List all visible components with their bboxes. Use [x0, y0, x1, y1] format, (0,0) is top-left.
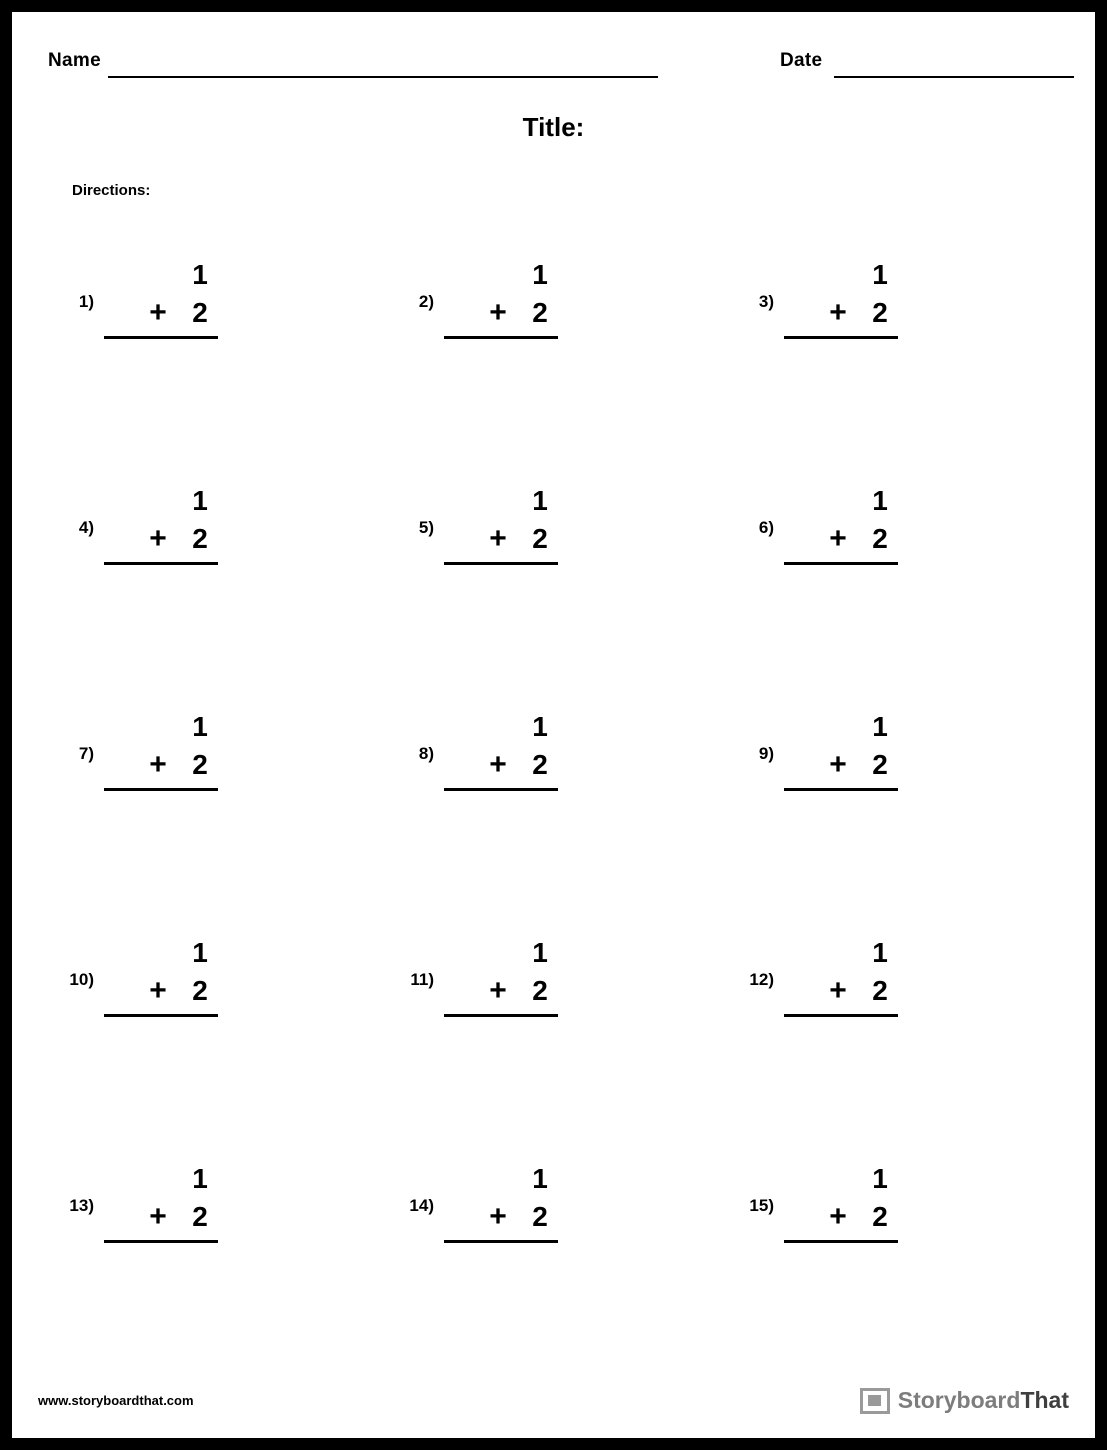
operator-symbol: + [829, 522, 847, 555]
bottom-operand: 2 [872, 523, 888, 554]
problem-stack [784, 482, 902, 565]
top-operand: 1 [872, 1163, 888, 1194]
problem-top-row [104, 1160, 222, 1198]
problem-item [388, 466, 728, 692]
top-operand: 1 [872, 711, 888, 742]
problem-top-row [784, 482, 902, 520]
problem-bottom-row [104, 520, 222, 558]
header-row [12, 50, 1095, 84]
operator-symbol: + [489, 1200, 507, 1233]
bottom-operand: 2 [872, 975, 888, 1006]
answer-line[interactable] [444, 1014, 558, 1017]
top-operand: 1 [192, 937, 208, 968]
answer-line[interactable] [784, 1240, 898, 1243]
problem-number: 8) [418, 744, 434, 763]
brand-text [898, 1387, 1069, 1414]
bottom-operand: 2 [192, 975, 208, 1006]
top-operand: 1 [532, 1163, 548, 1194]
answer-line[interactable] [104, 788, 218, 791]
problem-number: 3) [758, 292, 774, 311]
answer-line[interactable] [444, 336, 558, 339]
problem-stack [784, 708, 902, 791]
problem-stack [444, 934, 562, 1017]
bottom-operand: 2 [532, 297, 548, 328]
problem-stack [784, 934, 902, 1017]
bottom-operand: 2 [192, 297, 208, 328]
problem-number: 14) [409, 1196, 434, 1215]
operator-symbol: + [149, 296, 167, 329]
problem-item [48, 1144, 388, 1370]
problem-number: 4) [78, 518, 94, 537]
problem-bottom-row [104, 1198, 222, 1236]
operator-symbol: + [829, 748, 847, 781]
problem-item [388, 1144, 728, 1370]
answer-line[interactable] [104, 562, 218, 565]
problem-item [48, 918, 388, 1144]
top-operand: 1 [872, 485, 888, 516]
problem-number: 9) [758, 744, 774, 763]
problem-stack [784, 1160, 902, 1243]
problem-bottom-row [784, 746, 902, 784]
problem-item [388, 692, 728, 918]
storyboard-icon [860, 1388, 890, 1414]
problem-number: 12) [749, 970, 774, 989]
top-operand: 1 [192, 711, 208, 742]
problem-item [48, 466, 388, 692]
problem-stack [784, 256, 902, 339]
problem-bottom-row [104, 294, 222, 332]
top-operand: 1 [872, 259, 888, 290]
problem-number: 5) [418, 518, 434, 537]
problem-stack [104, 1160, 222, 1243]
problem-number: 15) [749, 1196, 774, 1215]
site-url[interactable]: www.storyboardthat.com [38, 1393, 194, 1408]
problem-number: 11) [410, 970, 434, 989]
brand-text-first: Storyboard [897, 1387, 1021, 1413]
worksheet-sheet [10, 10, 1097, 1440]
problem-item [388, 918, 728, 1144]
date-label: Date [780, 50, 823, 71]
problem-stack [444, 256, 562, 339]
answer-line[interactable] [444, 788, 558, 791]
problem-bottom-row [784, 972, 902, 1010]
top-operand: 1 [532, 485, 548, 516]
name-label: Name [48, 50, 101, 71]
problem-top-row [784, 256, 902, 294]
problem-item [388, 240, 728, 466]
problem-item [728, 692, 1068, 918]
name-write-line[interactable] [108, 76, 658, 78]
brand-text-second: That [1020, 1387, 1069, 1413]
problem-top-row [444, 482, 562, 520]
problem-top-row [444, 708, 562, 746]
top-operand: 1 [532, 259, 548, 290]
problem-item [728, 1144, 1068, 1370]
problem-bottom-row [444, 746, 562, 784]
problem-number: 10) [69, 970, 94, 989]
bottom-operand: 2 [532, 975, 548, 1006]
bottom-operand: 2 [872, 749, 888, 780]
problem-stack [444, 482, 562, 565]
answer-line[interactable] [784, 562, 898, 565]
problem-top-row [104, 934, 222, 972]
problem-stack [444, 708, 562, 791]
problem-number: 13) [69, 1196, 94, 1215]
problem-stack [104, 256, 222, 339]
problem-stack [444, 1160, 562, 1243]
problem-item [48, 692, 388, 918]
bottom-operand: 2 [872, 1201, 888, 1232]
operator-symbol: + [149, 974, 167, 1007]
problem-stack [104, 482, 222, 565]
answer-line[interactable] [444, 562, 558, 565]
bottom-operand: 2 [532, 523, 548, 554]
problem-bottom-row [784, 520, 902, 558]
problem-top-row [444, 1160, 562, 1198]
problem-number: 6) [758, 518, 774, 537]
problem-top-row [444, 934, 562, 972]
answer-line[interactable] [784, 336, 898, 339]
bottom-operand: 2 [532, 1201, 548, 1232]
problem-bottom-row [444, 294, 562, 332]
answer-line[interactable] [104, 1014, 218, 1017]
operator-symbol: + [829, 974, 847, 1007]
problem-top-row [784, 708, 902, 746]
problem-top-row [104, 482, 222, 520]
problem-item [728, 918, 1068, 1144]
problem-top-row [104, 708, 222, 746]
operator-symbol: + [489, 522, 507, 555]
problem-top-row [784, 1160, 902, 1198]
problem-number: 2) [418, 292, 434, 311]
operator-symbol: + [489, 974, 507, 1007]
operator-symbol: + [489, 748, 507, 781]
top-operand: 1 [532, 711, 548, 742]
operator-symbol: + [149, 748, 167, 781]
top-operand: 1 [532, 937, 548, 968]
answer-line[interactable] [104, 1240, 218, 1243]
operator-symbol: + [829, 296, 847, 329]
problem-bottom-row [444, 972, 562, 1010]
operator-symbol: + [149, 1200, 167, 1233]
directions-label: Directions: [72, 182, 151, 199]
answer-line[interactable] [784, 788, 898, 791]
bottom-operand: 2 [192, 749, 208, 780]
problem-number: 1) [78, 292, 94, 311]
problem-bottom-row [784, 1198, 902, 1236]
top-operand: 1 [192, 1163, 208, 1194]
problem-bottom-row [104, 746, 222, 784]
problem-top-row [444, 256, 562, 294]
problem-item [728, 466, 1068, 692]
problem-number: 7) [78, 744, 94, 763]
bottom-operand: 2 [192, 523, 208, 554]
problem-bottom-row [444, 1198, 562, 1236]
operator-symbol: + [149, 522, 167, 555]
answer-line[interactable] [784, 1014, 898, 1017]
problem-top-row [104, 256, 222, 294]
answer-line[interactable] [104, 336, 218, 339]
problem-stack [104, 708, 222, 791]
operator-symbol: + [829, 1200, 847, 1233]
problem-stack [104, 934, 222, 1017]
top-operand: 1 [872, 937, 888, 968]
operator-symbol: + [489, 296, 507, 329]
bottom-operand: 2 [872, 297, 888, 328]
top-operand: 1 [192, 485, 208, 516]
problem-bottom-row [104, 972, 222, 1010]
date-write-line[interactable] [834, 76, 1074, 78]
storyboard-icon-inner [868, 1395, 881, 1406]
problem-top-row [784, 934, 902, 972]
problems-grid [48, 240, 1068, 1370]
problem-bottom-row [444, 520, 562, 558]
problem-item [728, 240, 1068, 466]
bottom-operand: 2 [532, 749, 548, 780]
bottom-operand: 2 [192, 1201, 208, 1232]
top-operand: 1 [192, 259, 208, 290]
answer-line[interactable] [444, 1240, 558, 1243]
page-title: Title: [522, 112, 585, 142]
problem-item [48, 240, 388, 466]
brand-logo[interactable] [860, 1387, 1069, 1414]
problem-bottom-row [784, 294, 902, 332]
